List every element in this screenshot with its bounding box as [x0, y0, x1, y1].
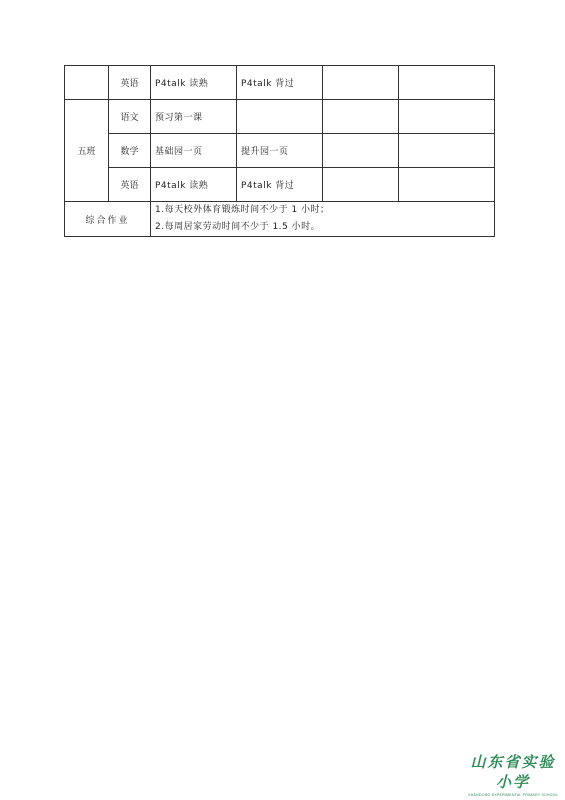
task-cell [399, 134, 495, 168]
task-cell: 预习第一课 [151, 100, 237, 134]
task-cell: P4talk 背过 [237, 66, 323, 100]
table-row [65, 66, 495, 100]
subject-cell: 语文 [109, 100, 151, 134]
class-cell [65, 66, 109, 100]
task-cell [323, 100, 399, 134]
comprehensive-content [151, 202, 495, 237]
subject-cell: 数学 [109, 134, 151, 168]
subject-cell: 英语 [109, 66, 151, 100]
task-cell [399, 66, 495, 100]
task-cell [323, 66, 399, 100]
comprehensive-line: 2.每周居家劳动时间不少于 1.5 小时。 [155, 222, 321, 232]
table-row [65, 134, 495, 168]
comprehensive-line: 1.每天校外体育锻炼时间不少于 1 小时； [155, 205, 330, 215]
school-logo-subtitle: SHANDONG EXPERIMENTAL PRIMARY SCHOOL [468, 793, 558, 797]
task-cell: 基础园一页 [151, 134, 237, 168]
task-cell: P4talk 读熟 [151, 66, 237, 100]
task-cell [323, 134, 399, 168]
subject-cell: 英语 [109, 168, 151, 202]
table-row [65, 168, 495, 202]
class-cell: 五班 [65, 100, 109, 202]
task-cell: P4talk 读熟 [151, 168, 237, 202]
school-logo [465, 752, 561, 797]
school-logo-name: 山东省实验小学 [470, 753, 556, 791]
task-cell [399, 100, 495, 134]
task-cell: P4talk 背过 [237, 168, 323, 202]
task-cell: 提升园一页 [237, 134, 323, 168]
comprehensive-row [65, 202, 495, 237]
comprehensive-label: 综合作业 [65, 202, 151, 237]
task-cell [399, 168, 495, 202]
task-cell [323, 168, 399, 202]
homework-table [64, 65, 495, 237]
task-cell [237, 100, 323, 134]
table-row [65, 100, 495, 134]
